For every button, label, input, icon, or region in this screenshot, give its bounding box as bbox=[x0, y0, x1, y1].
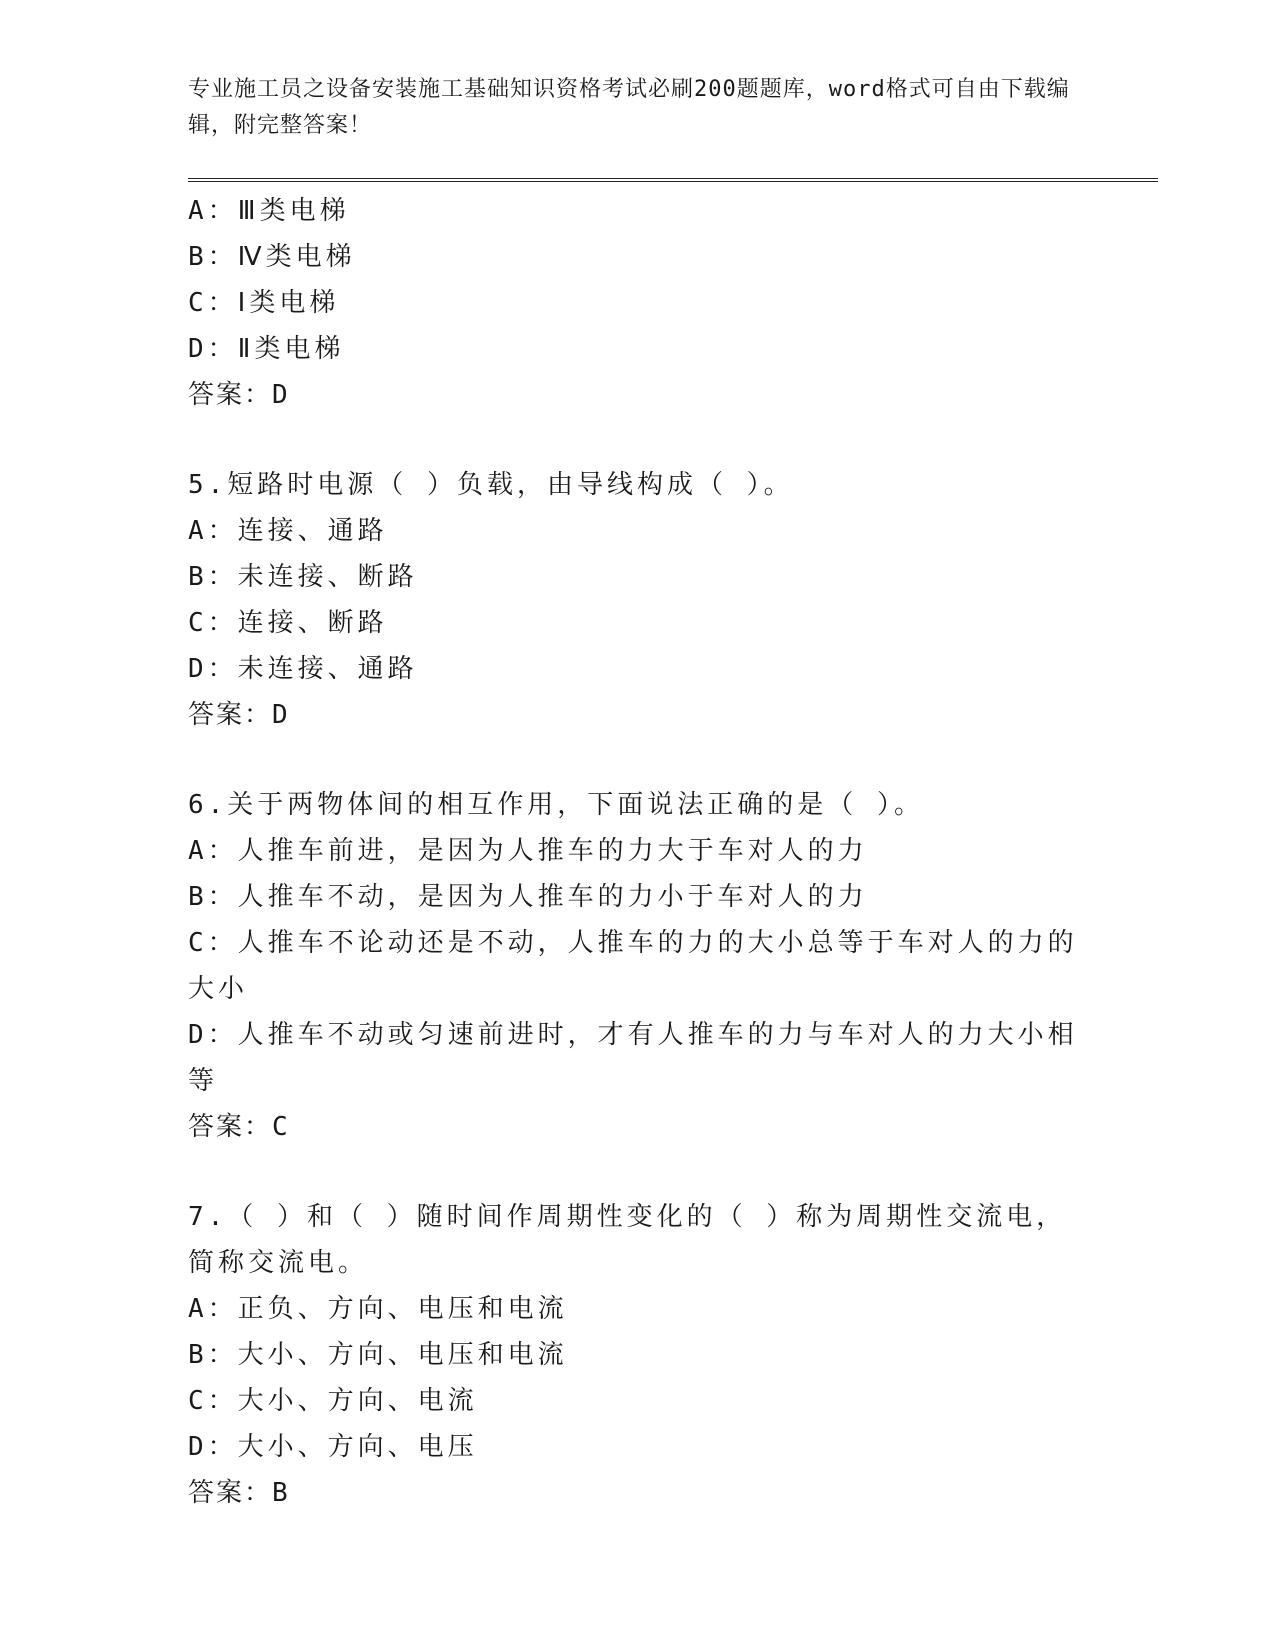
answer-label: 答案： bbox=[188, 700, 273, 730]
option-c: C：人推车不论动还是不动，人推车的力的大小总等于车对人的力的大小 bbox=[188, 928, 1078, 1004]
answer-label: 答案： bbox=[188, 1478, 273, 1508]
question-item bbox=[188, 462, 1088, 738]
question-stem: 6.关于两物体间的相互作用，下面说法正确的是（ ）。 bbox=[188, 790, 924, 820]
answer-line bbox=[188, 1470, 1088, 1516]
option-c: C：连接、断路 bbox=[188, 608, 388, 638]
option-a: A：正负、方向、电压和电流 bbox=[188, 1294, 568, 1324]
option-d: D：Ⅱ类电梯 bbox=[188, 334, 345, 364]
option-a: A：人推车前进，是因为人推车的力大于车对人的力 bbox=[188, 836, 868, 866]
answer-line bbox=[188, 692, 1088, 738]
option-b: B：人推车不动，是因为人推车的力小于车对人的力 bbox=[188, 882, 868, 912]
option-c: C：Ⅰ类电梯 bbox=[188, 288, 340, 318]
answer-value: D bbox=[272, 700, 289, 730]
document-header: 专业施工员之设备安装施工基础知识资格考试必刷200题题库，word格式可自由下载编辑，附完整答案！ bbox=[188, 77, 1070, 138]
question-list bbox=[188, 188, 1088, 1516]
option-d: D：人推车不动或匀速前进时，才有人推车的力与车对人的力大小相等 bbox=[188, 1020, 1078, 1096]
answer-label: 答案： bbox=[188, 1112, 273, 1142]
question-stem: 5.短路时电源（ ）负载，由导线构成（ ）。 bbox=[188, 470, 794, 500]
option-d: D：未连接、通路 bbox=[188, 654, 418, 684]
answer-line bbox=[188, 372, 1088, 418]
answer-value: D bbox=[272, 380, 289, 410]
option-a: A：Ⅲ类电梯 bbox=[188, 196, 350, 226]
question-stem: 7.（ ）和（ ）随时间作周期性变化的（ ）称为周期性交流电，简称交流电。 bbox=[188, 1202, 1067, 1278]
question-item bbox=[188, 188, 1088, 418]
answer-line bbox=[188, 1104, 1088, 1150]
option-b: B：Ⅳ类电梯 bbox=[188, 242, 356, 272]
answer-value: B bbox=[272, 1478, 289, 1508]
answer-label: 答案： bbox=[188, 380, 273, 410]
option-b: B：大小、方向、电压和电流 bbox=[188, 1340, 568, 1370]
option-d: D：大小、方向、电压 bbox=[188, 1432, 478, 1462]
answer-value: C bbox=[272, 1112, 289, 1142]
option-b: B：未连接、断路 bbox=[188, 562, 418, 592]
header-divider bbox=[188, 178, 1158, 182]
option-a: A：连接、通路 bbox=[188, 516, 388, 546]
question-item bbox=[188, 782, 1088, 1150]
option-c: C：大小、方向、电流 bbox=[188, 1386, 478, 1416]
question-item bbox=[188, 1194, 1088, 1516]
